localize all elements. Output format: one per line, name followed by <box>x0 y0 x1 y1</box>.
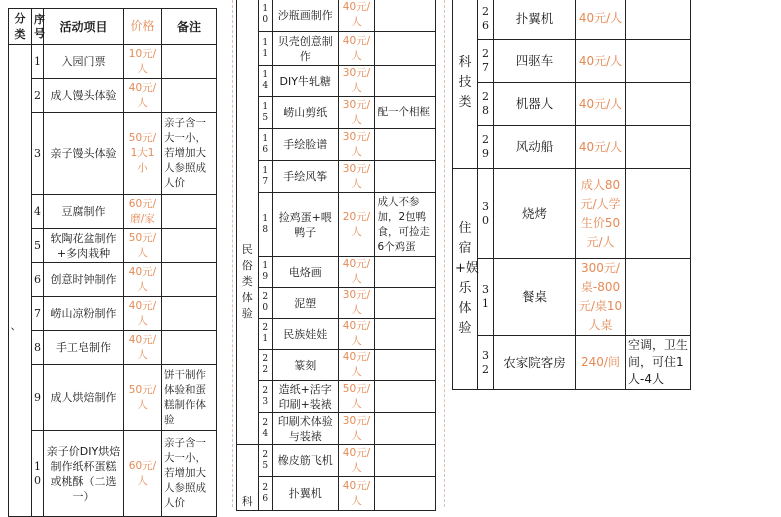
price-cell: 40元/人 <box>338 32 375 66</box>
stray-mark: 、 <box>10 318 22 332</box>
category-lodging: 住宿+娱乐体验 <box>455 221 479 336</box>
seq-cell: 32 <box>478 336 494 390</box>
category-cell <box>9 45 32 517</box>
seq-cell: 14 <box>258 66 272 97</box>
price-cell: 40元/人 <box>576 40 626 83</box>
item-cell: 扑翼机 <box>272 477 338 511</box>
table-row <box>9 195 217 229</box>
table-row <box>9 297 217 331</box>
table-row <box>9 45 217 79</box>
seq-cell: 22 <box>258 350 272 381</box>
note-cell <box>375 257 436 288</box>
price-cell: 40元/人 <box>338 0 375 32</box>
note-cell <box>375 350 436 381</box>
item-cell: 农家院客房 <box>494 336 576 390</box>
note-cell: 亲子含一大一小，若增加大人参照成人价 <box>162 431 217 517</box>
left-activity-table <box>8 8 217 517</box>
price-cell: 20元/人 <box>338 193 375 257</box>
column-divider-right <box>444 0 445 507</box>
note-cell <box>626 0 691 40</box>
table-row <box>9 79 217 113</box>
header-seq: 序号 <box>32 9 44 45</box>
item-cell: 泥塑 <box>272 288 338 319</box>
table-row <box>237 319 436 350</box>
note-cell <box>375 319 436 350</box>
note-cell <box>375 288 436 319</box>
table-row <box>453 259 691 336</box>
seq-cell: 7 <box>32 297 44 331</box>
seq-cell: 16 <box>258 129 272 161</box>
table-row <box>9 229 217 263</box>
item-cell: 成人烘焙制作 <box>44 365 124 431</box>
note-cell <box>375 66 436 97</box>
seq-cell: 26 <box>478 0 494 40</box>
note-cell <box>375 129 436 161</box>
price-cell: 50元/人 <box>124 229 162 263</box>
item-cell: 手绘风筝 <box>272 161 338 193</box>
item-cell: 民族娃娃 <box>272 319 338 350</box>
item-cell: 贝壳创意制作 <box>272 32 338 66</box>
price-cell: 30元/人 <box>338 66 375 97</box>
table-row <box>453 126 691 169</box>
note-cell <box>162 229 217 263</box>
price-cell: 10元/人 <box>124 45 162 79</box>
category-folk: 民俗类体验 <box>241 242 253 320</box>
seq-cell: 2 <box>32 79 44 113</box>
price-cell: 40元/人 <box>338 350 375 381</box>
item-cell: 篆刻 <box>272 350 338 381</box>
item-cell: 电烙画 <box>272 257 338 288</box>
item-cell: 崂山剪纸 <box>272 97 338 129</box>
table-row <box>237 66 436 97</box>
table-row <box>453 40 691 83</box>
header-price: 价格 <box>124 9 162 45</box>
note-cell: 饼干制作体验和蛋糕制作体验 <box>162 365 217 431</box>
seq-cell: 17 <box>258 161 272 193</box>
price-cell: 60元/磨/家 <box>124 195 162 229</box>
item-cell: 亲子馒头体验 <box>44 113 124 195</box>
category-tech-partial: 科 <box>241 495 253 508</box>
table-row <box>237 350 436 381</box>
seq-cell: 31 <box>478 259 494 336</box>
category-cell <box>237 445 259 511</box>
price-cell: 50元/人 <box>124 365 162 431</box>
table-row <box>453 83 691 126</box>
seq-cell: 29 <box>478 126 494 169</box>
table-row <box>9 113 217 195</box>
note-cell <box>375 413 436 445</box>
seq-cell: 8 <box>32 331 44 365</box>
note-cell <box>375 0 436 32</box>
seq-cell: 26 <box>258 477 272 511</box>
note-cell <box>626 169 691 259</box>
note-cell <box>162 45 217 79</box>
price-cell: 30元/人 <box>338 161 375 193</box>
note-cell: 空调，卫生间，可住1人-4人 <box>626 336 691 390</box>
price-cell: 50元/人 <box>338 381 375 413</box>
table-row <box>453 169 691 259</box>
price-cell: 40元/人 <box>124 79 162 113</box>
table-row <box>453 0 691 40</box>
table-row <box>9 431 217 517</box>
seq-cell: 10 <box>258 0 272 32</box>
price-cell: 成人80元/人学生价50元/人 <box>576 169 626 259</box>
item-cell: 捡鸡蛋+喂鸭子 <box>272 193 338 257</box>
note-cell <box>626 126 691 169</box>
seq-cell: 24 <box>258 413 272 445</box>
note-cell <box>375 161 436 193</box>
price-cell: 60元/人 <box>124 431 162 517</box>
price-cell: 300元/桌-800元/桌10人桌 <box>576 259 626 336</box>
seq-cell: 27 <box>478 40 494 83</box>
seq-cell: 28 <box>478 83 494 126</box>
note-cell <box>626 40 691 83</box>
item-cell: DIY牛轧糖 <box>272 66 338 97</box>
seq-cell: 6 <box>32 263 44 297</box>
middle-activity-table <box>236 0 436 511</box>
seq-cell: 1 <box>32 45 44 79</box>
table-row <box>237 161 436 193</box>
header-note: 备注 <box>162 9 217 45</box>
category-cell <box>453 0 478 169</box>
item-cell: 手绘脸谱 <box>272 129 338 161</box>
seq-cell: 5 <box>32 229 44 263</box>
note-cell <box>626 83 691 126</box>
table-row <box>237 288 436 319</box>
table-row <box>237 477 436 511</box>
item-cell: 造纸+活字印刷+装裱 <box>272 381 338 413</box>
item-cell: 沙瓶画制作 <box>272 0 338 32</box>
item-cell: 豆腐制作 <box>44 195 124 229</box>
table-row <box>237 193 436 257</box>
note-cell <box>162 263 217 297</box>
item-cell: 印刷术体验与装裱 <box>272 413 338 445</box>
seq-cell: 23 <box>258 381 272 413</box>
price-cell: 40元/人 <box>338 257 375 288</box>
price-cell: 40元/人 <box>576 126 626 169</box>
note-cell <box>375 477 436 511</box>
note-cell <box>162 297 217 331</box>
price-cell: 40元/人 <box>338 319 375 350</box>
item-cell: 软陶花盆制作+多肉栽种 <box>44 229 124 263</box>
price-cell: 40元/人 <box>576 83 626 126</box>
seq-cell: 3 <box>32 113 44 195</box>
price-cell: 40元/人 <box>124 263 162 297</box>
note-cell <box>626 259 691 336</box>
item-cell: 餐桌 <box>494 259 576 336</box>
seq-cell: 10 <box>32 431 44 517</box>
note-cell <box>375 445 436 477</box>
column-divider-left <box>232 0 233 507</box>
table-row <box>453 336 691 390</box>
note-cell <box>162 195 217 229</box>
note-cell <box>375 381 436 413</box>
seq-cell: 4 <box>32 195 44 229</box>
price-cell: 240/间 <box>576 336 626 390</box>
table-row <box>237 257 436 288</box>
category-cell <box>237 0 259 445</box>
category-cell <box>453 169 478 390</box>
item-cell: 崂山凉粉制作 <box>44 297 124 331</box>
item-cell: 烧烤 <box>494 169 576 259</box>
table-row <box>237 32 436 66</box>
seq-cell: 19 <box>258 257 272 288</box>
table-row <box>9 331 217 365</box>
price-cell: 40元/人 <box>576 0 626 40</box>
seq-cell: 18 <box>258 193 272 257</box>
item-cell: 亲子价DIY烘焙制作纸杯蛋糕或桃酥（二选一） <box>44 431 124 517</box>
note-cell <box>162 79 217 113</box>
item-cell: 橡皮筋飞机 <box>272 445 338 477</box>
seq-cell: 15 <box>258 97 272 129</box>
price-cell: 50元/1大1小 <box>124 113 162 195</box>
seq-cell: 25 <box>258 445 272 477</box>
item-cell: 四驱车 <box>494 40 576 83</box>
table-row <box>9 365 217 431</box>
seq-cell: 20 <box>258 288 272 319</box>
note-cell: 成人不参加，2包鸭食，可捡走6个鸡蛋 <box>375 193 436 257</box>
price-cell: 30元/人 <box>338 97 375 129</box>
item-cell: 成人馒头体验 <box>44 79 124 113</box>
price-cell: 30元/人 <box>338 129 375 161</box>
note-cell: 配一个相框 <box>375 97 436 129</box>
item-cell: 风动船 <box>494 126 576 169</box>
header-category: 分类 <box>9 9 32 45</box>
right-activity-table <box>452 0 691 390</box>
seq-cell: 9 <box>32 365 44 431</box>
note-cell: 亲子含一大一小，若增加大人参照成人价 <box>162 113 217 195</box>
table-row <box>237 97 436 129</box>
note-cell <box>162 331 217 365</box>
price-cell: 30元/人 <box>338 288 375 319</box>
category-tech: 科技类 <box>458 55 472 110</box>
price-cell: 40元/人 <box>124 331 162 365</box>
header-item: 活动项目 <box>44 9 124 45</box>
table-row <box>237 0 436 32</box>
item-cell: 手工皂制作 <box>44 331 124 365</box>
table-row <box>237 129 436 161</box>
item-cell: 机器人 <box>494 83 576 126</box>
item-cell: 扑翼机 <box>494 0 576 40</box>
table-row <box>237 445 436 477</box>
table-row <box>237 381 436 413</box>
price-cell: 40元/人 <box>338 445 375 477</box>
item-cell: 创意时钟制作 <box>44 263 124 297</box>
price-cell: 40元/人 <box>338 477 375 511</box>
price-cell: 40元/人 <box>124 297 162 331</box>
table-row <box>9 263 217 297</box>
seq-cell: 21 <box>258 319 272 350</box>
table-row <box>237 413 436 445</box>
seq-cell: 30 <box>478 169 494 259</box>
price-cell: 30元/人 <box>338 413 375 445</box>
seq-cell: 11 <box>258 32 272 66</box>
note-cell <box>375 32 436 66</box>
item-cell: 入园门票 <box>44 45 124 79</box>
